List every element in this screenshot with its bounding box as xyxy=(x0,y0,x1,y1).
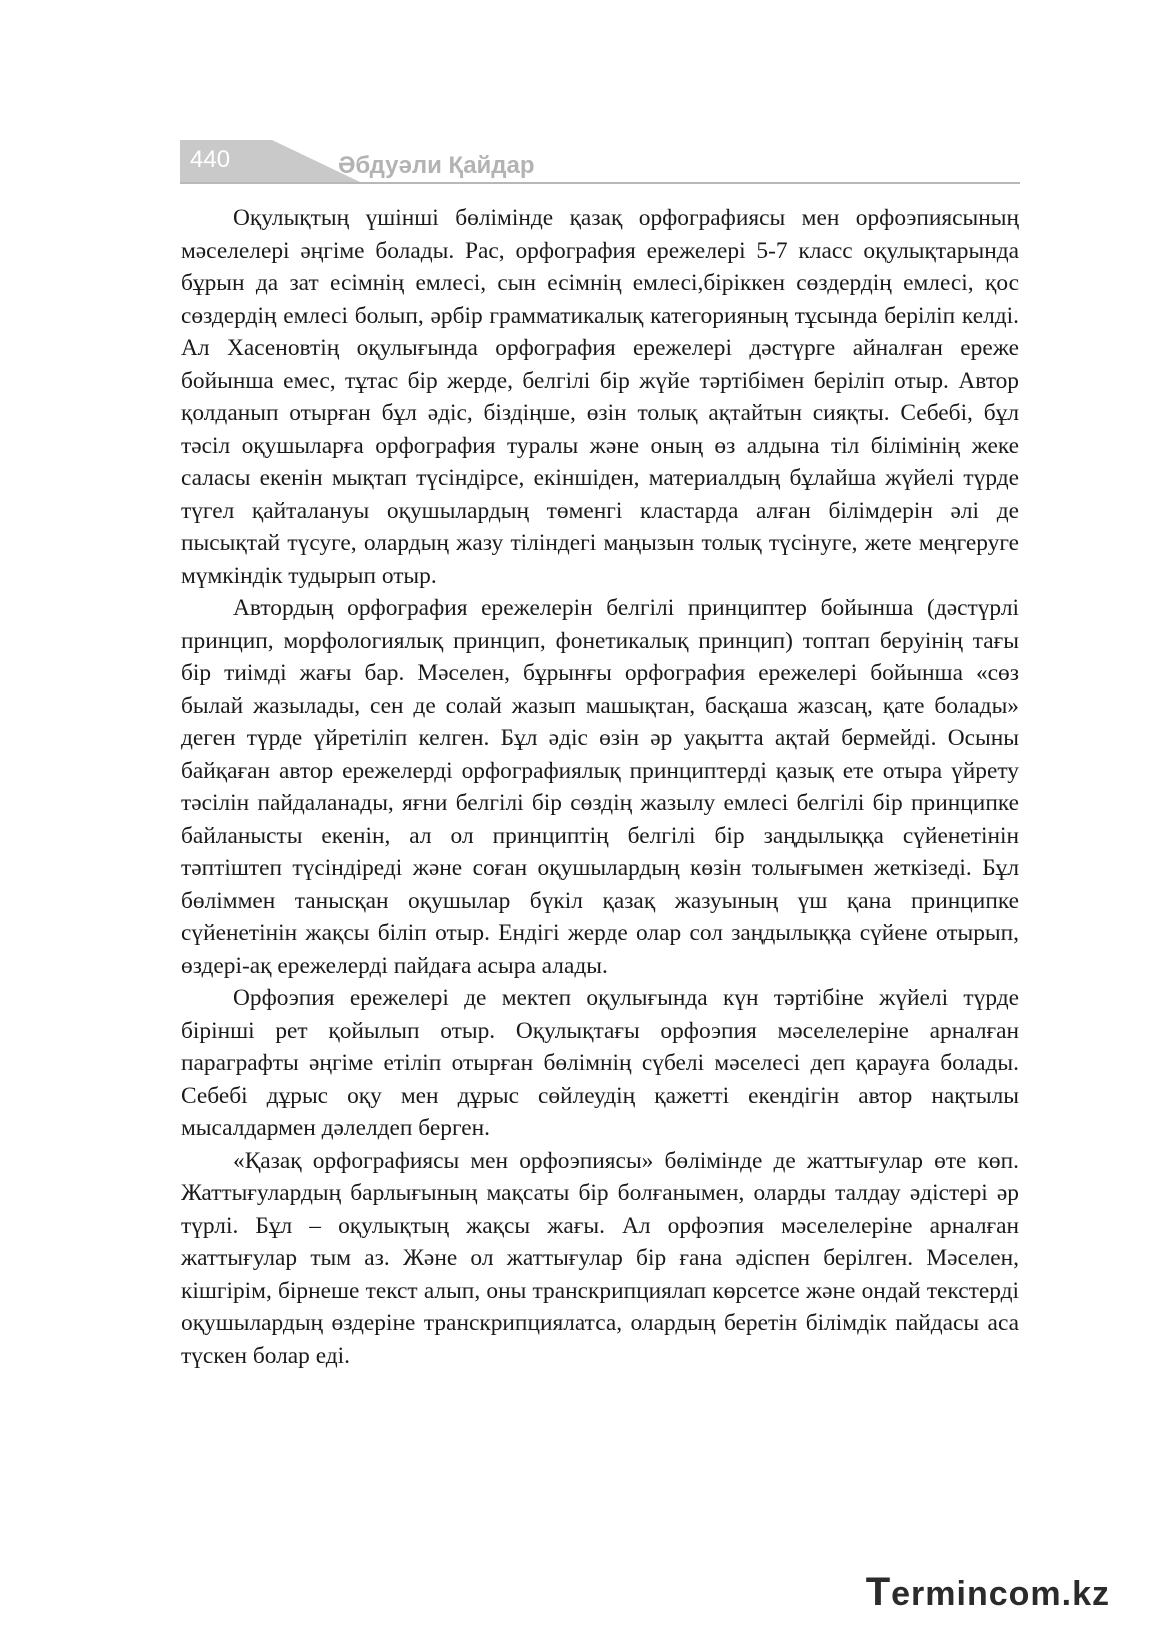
page-number: 440 xyxy=(190,146,231,173)
paragraph: Оқулықтың үшінші бөлімінде қазақ орфографиясы мен орфоэпиясының мәселелері әңгіме болады. Рас, орфография ережелері 5-7 класс оқулықтарында бұрын да зат есімнің емлесі, сын есімнің емлесі,біріккен сөздердің емлесі, қос сөздердің емлесі болып, әрбір грамматикалық категорияның тұсында беріліп келді. Ал Хасеновтің оқулығында орфография ережелері дәстүрге айналған ереже бойынша емес, тұтас бір жерде, белгілі бір жүйе тәртібімен беріліп отыр. Автор қолданып отырған бұл әдіс, біздіңше, өзін толық ақтайтын сияқты. Себебі, бұл тәсіл оқушыларға орфография туралы және оның өз алдына тіл білімінің жеке саласы екенін мықтап түсіндірсе, екіншіден, материалдың бұлайша жүйелі түрде түгел қайталануы оқушылардың төменгі кластарда алған білімдерін әлі де пысықтай түсуге, олардың жазу тіліндегі маңызын толық түсінуге, жете меңгеруге мүмкіндік тудырып отыр. xyxy=(181,205,1019,589)
watermark-initial: T xyxy=(865,1570,892,1614)
page-number-tab xyxy=(180,140,272,182)
paragraph: «Қазақ орфографиясы мен орфоэпиясы» бөлімінде де жаттығулар өте көп. Жаттығулардың барлығының мақсаты бір болғанымен, оларды талдау әдістері әр түрлі. Бұл – оқулықтың жақсы жағы. Ал орфоэпия мәселелеріне арналған жаттығулар тым аз. Және ол жаттығулар бір ғана әдіспен берілген. Мәселен, кішгірім, бірнеше текст алып, оны транскрипциялап көрсетсе және ондай текстерді оқушылардың өздеріне транскрипциялатса, олардың беретін білімдік пайдасы аса түскен болар еді. xyxy=(181,1147,1019,1369)
running-head-author: Әбдуәли Қайдар xyxy=(338,152,535,179)
paragraph: Орфоэпия ережелері де мектеп оқулығында күн тәртібіне жүйелі түрде бірінші рет қойылып отыр. Оқулықтағы орфоэпия мәселелеріне арналған параграфты әңгіме етіліп отырған бөлімнің сүбелі мәселесі деп қарауға болады. Себебі дұрыс оқу мен дұрыс сөйлеудің қажетті екендігін автор нақтылы мысалдармен дәлелдеп берген. xyxy=(181,985,1019,1141)
page-header xyxy=(180,140,1020,190)
watermark-text: ermincom.kz xyxy=(891,1575,1110,1613)
header-rule xyxy=(180,182,1020,184)
body-text xyxy=(181,202,1019,1372)
watermark-logo xyxy=(866,1570,1110,1615)
paragraph: Автордың орфография ережелерін белгілі принциптер бойынша (дәстүрлі принцип, морфологиялық принцип, фонетикалық принцип) топтап беруінің тағы бір тиімді жағы бар. Мәселен, бұрынғы орфография ережелері бойынша «сөз былай жазылады, сен де солай жазып машықтан, басқаша жазсаң, қате болады» деген түрде үйретіліп келген. Бұл әдіс өзін әр уақытта ақтай бермейді. Осыны байқаған автор ережелерді орфографиялық принциптерді қазық ете отыра үйрету тәсілін пайдаланады, яғни белгілі бір сөздің жазылу емлесі белгілі бір принципке байланысты екенін, ал ол принциптің белгілі бір заңдылыққа сүйенетінін тәптіштеп түсіндіреді және соған оқушылардың көзін толығымен жеткізеді. Бұл бөліммен танысқан оқушылар бүкіл қазақ жазуының үш қана принципке сүйенетінін жақсы біліп отыр. Ендігі жерде олар сол заңдылыққа сүйене отырып, өздері-ақ ережелерді пайдаға асыра алады. xyxy=(181,595,1019,979)
